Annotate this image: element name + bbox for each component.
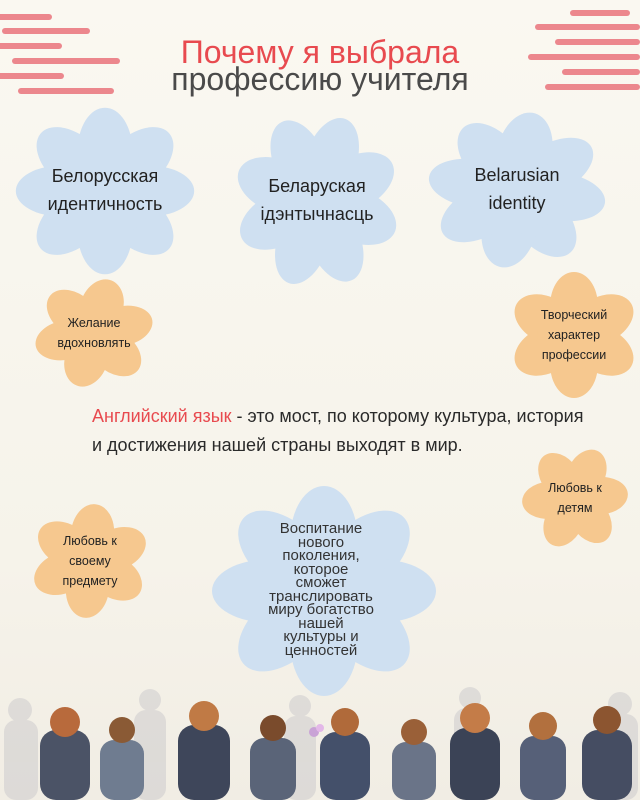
flower-label-line-2: ідэнтычнасць [260,204,374,224]
flower-label-line-1: Belarusian [474,165,560,186]
mission-line: миру богатство [268,601,374,618]
title-line-1: Почему я выбрала [180,34,460,70]
flower-label-line-2: identity [488,193,546,213]
reason-label-line-2: вдохновлять [57,336,131,350]
mission-line: поколения, [282,547,360,564]
reason-label-line-3: профессии [541,348,607,362]
reason-inspire [34,278,154,388]
flower-belarusian-identity-en [426,110,608,270]
reason-label [508,272,640,398]
statement-text: - это мост, по которому культура, история и достижения нашей страны выходят в мир. [92,406,584,455]
mission-line: нового [297,533,345,551]
reason-creative [508,272,640,398]
reason-love-subject [30,504,150,618]
flower-label [14,106,196,276]
reason-label [30,504,150,618]
flower-belarusian-identity-ru [14,106,196,276]
mission-line: которое [293,560,349,578]
mission-line: ценностей [284,641,358,659]
mission-line: культуры и [283,628,359,645]
reason-label-line-1: Любовь к [63,534,117,548]
mission-line: нашей [298,614,344,632]
reason-label-line-2: своему [69,554,111,568]
mission-line: сможет [295,574,347,591]
reason-label-line-1: Творческий [540,308,608,322]
statement-paragraph [92,402,592,460]
mission-line: Воспитание [279,520,363,537]
children-crowd-illustration [0,670,640,800]
reason-label [34,278,154,388]
reason-label-line-1: Любовь к [548,481,602,495]
flower-label-line-1: Белорусская [51,166,159,187]
flower-label-line-2: идентичность [47,194,163,214]
reason-label-line-2: характер [547,328,601,342]
mission-text [268,522,374,657]
flower-label [232,112,402,290]
reason-label [522,446,628,550]
flower-belarusian-identity-be [232,112,402,290]
statement-highlight: Английский язык [92,406,232,426]
mission-line: транслировать [269,587,373,605]
reason-label-line-2: детям [557,501,593,515]
reason-label-line-1: Желание [67,316,121,330]
flower-label-line-1: Беларуская [268,176,366,197]
reason-label-line-3: предмету [62,574,118,588]
title-line-2: профессию учителя [171,61,469,97]
flower-label [426,110,608,270]
reason-love-children [522,446,628,550]
